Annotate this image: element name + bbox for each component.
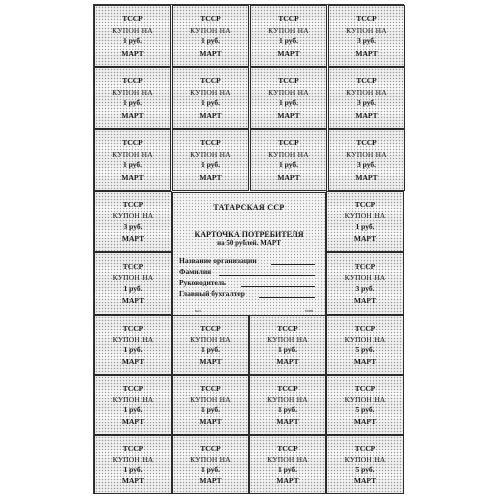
coupon-value: 1 руб. <box>123 98 142 107</box>
coupon-issuer: ТССР <box>278 14 299 24</box>
coupon-label: КУПОН НА <box>190 454 231 464</box>
coupon-issuer: ТССР <box>200 384 221 394</box>
coupon <box>94 191 172 252</box>
coupon-label: КУПОН НА <box>267 454 308 464</box>
coupon <box>94 129 171 191</box>
coupon-issuer: ТССР <box>278 76 299 86</box>
coupon-month: МАРТ <box>121 48 144 58</box>
coupon <box>250 67 327 129</box>
coupon <box>94 67 171 129</box>
coupon-label: КУПОН НА <box>346 25 387 35</box>
coupon <box>328 67 405 129</box>
coupon-value: 1 руб. <box>278 405 297 414</box>
coupon-value: 1 руб. <box>279 98 298 107</box>
coupon-label: КУПОН НА <box>268 87 309 97</box>
coupon-label: КУПОН НА <box>268 25 309 35</box>
coupon <box>94 315 172 375</box>
coupon-value: 1 руб. <box>123 283 143 293</box>
coupon-month: МАРТ <box>353 233 377 243</box>
coupon-issuer: ТССР <box>354 261 376 271</box>
coupon-issuer: ТССР <box>122 76 143 86</box>
coupon-value: 1 руб. <box>201 405 220 414</box>
coupon-month: МАРТ <box>355 110 378 120</box>
coupon-value: 5 руб. <box>355 345 375 354</box>
coupon-month: МАРТ <box>355 172 378 182</box>
coupon-issuer: ТССР <box>122 324 144 334</box>
coupon-label: КУПОН НА <box>112 25 153 35</box>
coupon <box>172 375 249 435</box>
field-accountant-line <box>259 297 315 298</box>
coupon-issuer: ТССР <box>277 384 298 394</box>
ration-card-sheet <box>93 4 404 494</box>
coupon-month: МАРТ <box>353 476 377 486</box>
stamp-mark: м.п <box>195 308 201 313</box>
coupon-month: МАРТ <box>353 417 377 427</box>
coupon-month: МАРТ <box>276 357 299 367</box>
coupon-value: 1 руб. <box>123 160 142 169</box>
coupon-label: КУПОН НА <box>190 395 231 405</box>
coupon <box>250 5 327 67</box>
field-accountant <box>179 289 315 299</box>
coupon-issuer: ТССР <box>278 138 299 148</box>
coupon <box>249 375 326 435</box>
coupon-month: МАРТ <box>121 172 144 182</box>
coupon <box>326 252 404 315</box>
coupon-month: МАРТ <box>121 357 145 367</box>
coupon-issuer: ТССР <box>354 443 376 453</box>
coupon-month: МАРТ <box>199 417 222 427</box>
coupon-issuer: ТССР <box>122 14 143 24</box>
coupon-value: 1 руб. <box>123 464 143 474</box>
coupon-value: 1 руб. <box>278 464 297 474</box>
coupon-issuer: ТССР <box>122 138 143 148</box>
coupon-label: КУПОН НА <box>346 149 387 159</box>
coupon <box>94 375 172 435</box>
consumer-card-panel <box>172 192 326 317</box>
field-organization-line <box>271 264 315 265</box>
coupon-value: 3 руб. <box>357 98 376 107</box>
coupon-label: КУПОН НА <box>112 454 154 464</box>
coupon-value: 5 руб. <box>355 405 375 414</box>
coupon-value: 3 руб. <box>123 221 143 231</box>
coupon-label: КУПОН НА <box>190 25 231 35</box>
coupon-value: 1 руб. <box>201 160 220 169</box>
coupon-month: МАРТ <box>121 233 145 243</box>
coupon-value: 1 руб. <box>123 345 143 354</box>
coupon-value: 1 руб. <box>201 36 220 45</box>
coupon-issuer: ТССР <box>200 14 221 24</box>
coupon-label: КУПОН НА <box>112 87 153 97</box>
coupon-value: 1 руб. <box>201 98 220 107</box>
coupon-value: 1 руб. <box>278 345 297 354</box>
coupon-label: КУПОН НА <box>346 87 387 97</box>
coupon-label: КУПОН НА <box>344 454 386 464</box>
coupon-month: МАРТ <box>199 110 222 120</box>
card-region: ТАТАРСКАЯ ССР <box>213 203 285 212</box>
coupon <box>326 435 404 494</box>
field-organization <box>179 256 315 266</box>
coupon-label: КУПОН НА <box>267 395 308 405</box>
coupon-value: 3 руб. <box>355 283 375 293</box>
field-accountant-label: Главный бухгалтер <box>179 289 245 298</box>
coupon <box>250 129 327 191</box>
coupon <box>326 191 404 252</box>
coupon-value: 1 руб. <box>201 345 220 354</box>
field-surname-line <box>219 275 315 276</box>
coupon-month: МАРТ <box>277 172 300 182</box>
coupon-month: МАРТ <box>277 110 300 120</box>
coupon-value: 3 руб. <box>357 36 376 45</box>
coupon-month: МАРТ <box>121 296 145 306</box>
coupon <box>326 315 404 375</box>
coupon-value: 1 руб. <box>123 405 143 414</box>
coupon-label: КУПОН НА <box>344 211 386 221</box>
coupon-label: КУПОН НА <box>190 87 231 97</box>
coupon-issuer: ТССР <box>354 324 376 334</box>
coupon-label: КУПОН НА <box>112 335 154 345</box>
coupon-issuer: ТССР <box>354 384 376 394</box>
coupon-value: 1 руб. <box>201 464 220 474</box>
coupon-label: КУПОН НА <box>267 335 308 345</box>
coupon-month: МАРТ <box>199 476 222 486</box>
coupon-value: 1 руб. <box>123 36 142 45</box>
coupon <box>94 5 171 67</box>
coupon-issuer: ТССР <box>122 384 144 394</box>
coupon-month: МАРТ <box>355 48 378 58</box>
coupon-month: МАРТ <box>277 48 300 58</box>
field-manager <box>179 278 315 288</box>
coupon-label: КУПОН НА <box>344 395 386 405</box>
coupon <box>328 5 405 67</box>
coupon-issuer: ТССР <box>277 443 298 453</box>
coupon-value: 1 руб. <box>279 36 298 45</box>
coupon-month: МАРТ <box>121 417 145 427</box>
coupon-issuer: ТССР <box>122 443 144 453</box>
coupon-issuer: ТССР <box>356 14 377 24</box>
coupon-issuer: ТССР <box>356 76 377 86</box>
coupon <box>172 67 249 129</box>
printer-mark: тгмн <box>304 308 313 313</box>
coupon-issuer: ТССР <box>122 200 144 210</box>
coupon-label: КУПОН НА <box>344 335 386 345</box>
coupon <box>328 129 405 191</box>
coupon-label: КУПОН НА <box>344 273 386 283</box>
coupon-label: КУПОН НА <box>112 149 153 159</box>
coupon-issuer: ТССР <box>277 324 298 334</box>
card-subtitle: на 50 рублей. МАРТ <box>217 239 281 247</box>
coupon-value: 1 руб. <box>279 160 298 169</box>
coupon <box>172 315 249 375</box>
coupon-issuer: ТССР <box>354 200 376 210</box>
coupon-issuer: ТССР <box>200 138 221 148</box>
coupon-month: МАРТ <box>353 296 377 306</box>
field-manager-label: Руководитель <box>179 278 226 287</box>
coupon-label: КУПОН НА <box>112 211 154 221</box>
coupon-month: МАРТ <box>199 48 222 58</box>
field-manager-line <box>241 286 315 287</box>
coupon-label: КУПОН НА <box>112 395 154 405</box>
coupon-value: 3 руб. <box>357 160 376 169</box>
field-surname-label: Фамилия <box>179 267 212 276</box>
coupon-issuer: ТССР <box>200 76 221 86</box>
coupon-issuer: ТССР <box>122 261 144 271</box>
coupon <box>249 315 326 375</box>
coupon-issuer: ТССР <box>356 138 377 148</box>
coupon-month: МАРТ <box>276 417 299 427</box>
coupon-month: МАРТ <box>199 172 222 182</box>
coupon <box>172 5 249 67</box>
coupon <box>94 435 172 494</box>
coupon <box>326 375 404 435</box>
coupon <box>94 252 172 315</box>
coupon-value: 1 руб. <box>355 221 375 231</box>
field-surname <box>179 267 315 277</box>
coupon-issuer: ТССР <box>200 324 221 334</box>
coupon-label: КУПОН НА <box>268 149 309 159</box>
coupon <box>249 435 326 494</box>
coupon-month: МАРТ <box>276 476 299 486</box>
coupon-month: МАРТ <box>199 357 222 367</box>
coupon-month: МАРТ <box>121 476 145 486</box>
coupon-month: МАРТ <box>353 357 377 367</box>
coupon-label: КУПОН НА <box>112 273 154 283</box>
coupon-issuer: ТССР <box>200 443 221 453</box>
coupon <box>172 435 249 494</box>
coupon-month: МАРТ <box>121 110 144 120</box>
coupon-label: КУПОН НА <box>190 149 231 159</box>
coupon-label: КУПОН НА <box>190 335 231 345</box>
field-organization-label: Название организации <box>179 256 257 265</box>
card-title: КАРТОЧКА ПОТРЕБИТЕЛЯ <box>194 230 304 239</box>
coupon-value: 5 руб. <box>355 464 375 474</box>
coupon <box>172 129 249 191</box>
